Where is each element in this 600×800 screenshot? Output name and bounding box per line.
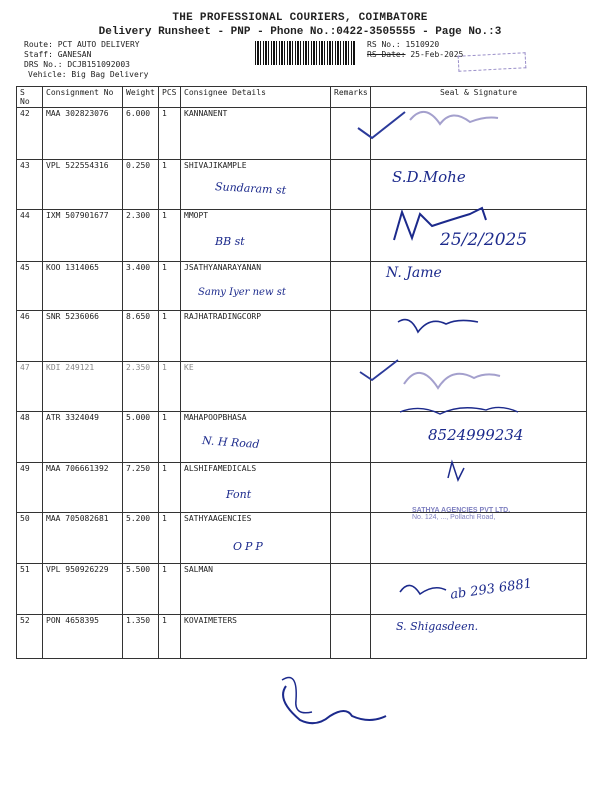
row-seal — [371, 615, 587, 659]
row-seal — [371, 412, 587, 463]
row-remarks — [331, 311, 371, 362]
hw-r51-sig: ab 293 6881 — [449, 576, 533, 603]
hw-r49-addr: Font — [226, 488, 252, 501]
row-consignment-no: MAA 302823076 — [43, 108, 123, 160]
row-consignee: MAHAPOOPBHASA — [181, 412, 331, 463]
row-sno: 48 — [17, 412, 43, 463]
row-pcs: 1 — [159, 412, 181, 463]
row-seal — [371, 463, 587, 513]
rs-no-text: RS No.: 1510920 — [367, 40, 440, 49]
hw-r45-sig: N. Jame — [386, 265, 442, 281]
stamp-line2: No. 124, ..., Pollachi Road, — [412, 514, 496, 521]
col-weight: Weight — [123, 87, 159, 108]
row-remarks — [331, 262, 371, 311]
row-sno: 43 — [17, 160, 43, 210]
row-sno: 49 — [17, 463, 43, 513]
row-consignment-no: VPL 522554316 — [43, 160, 123, 210]
row-seal — [371, 564, 587, 615]
row-weight: 5.500 — [123, 564, 159, 615]
row-sno: 51 — [17, 564, 43, 615]
row-remarks — [331, 210, 371, 262]
row-weight: 1.350 — [123, 615, 159, 659]
row-weight: 5.200 — [123, 513, 159, 564]
runsheet-subtitle: Delivery Runsheet - PNP - Phone No.:0422-3505555 - Page No.:3 — [98, 26, 502, 38]
table-row — [17, 108, 587, 160]
hw-r48-addr: N. H Road — [201, 434, 260, 451]
hw-r44-addr: BB st — [215, 235, 245, 248]
table-row — [17, 463, 587, 513]
row-consignee: SALMAN — [181, 564, 331, 615]
row-sno: 52 — [17, 615, 43, 659]
table-row — [17, 262, 587, 311]
row-sno: 46 — [17, 311, 43, 362]
row-consignee: KE — [181, 362, 331, 412]
row-pcs: 1 — [159, 108, 181, 160]
col-consignee: Consignee Details — [181, 87, 331, 108]
bottom-signature-loop — [282, 678, 312, 713]
rs-date-label: RS Date: — [367, 50, 406, 59]
row-sno: 45 — [17, 262, 43, 311]
row-consignee: JSATHYANARAYANAN — [181, 262, 331, 311]
table-header-row — [17, 87, 587, 108]
col-pcs: PCS — [159, 87, 181, 108]
row-seal — [371, 160, 587, 210]
row-weight: 0.250 — [123, 160, 159, 210]
table-row — [17, 160, 587, 210]
table-row — [17, 412, 587, 463]
row-seal — [371, 108, 587, 160]
col-seal: Seal & Signature — [371, 87, 587, 108]
row-consignment-no: KOO 1314065 — [43, 262, 123, 311]
date-stamp — [458, 52, 527, 72]
row-pcs: 1 — [159, 564, 181, 615]
runsheet-table — [16, 86, 587, 659]
row-sno: 47 — [17, 362, 43, 412]
row-weight: 3.400 — [123, 262, 159, 311]
row-weight: 8.650 — [123, 311, 159, 362]
col-remarks: Remarks — [331, 87, 371, 108]
row-consignment-no: ATR 3324049 — [43, 412, 123, 463]
rs-date-value: 25-Feb-2025 — [410, 50, 464, 59]
meta-right — [367, 40, 463, 60]
hw-r48-phone: 8524999234 — [428, 426, 524, 444]
company-title: THE PROFESSIONAL COURIERS, COIMBATORE — [172, 12, 428, 24]
row-remarks — [331, 108, 371, 160]
meta-left — [24, 40, 148, 80]
table-row — [17, 564, 587, 615]
hw-r44-date: 25/2/2025 — [440, 230, 528, 250]
hw-r43-sig: S.D.Mohe — [392, 168, 466, 186]
row-consignee: RAJHATRADINGCORP — [181, 311, 331, 362]
row-pcs: 1 — [159, 615, 181, 659]
row-remarks — [331, 463, 371, 513]
row-weight: 5.000 — [123, 412, 159, 463]
row-pcs: 1 — [159, 160, 181, 210]
row-pcs: 1 — [159, 362, 181, 412]
row-sno: 50 — [17, 513, 43, 564]
bottom-signature — [283, 686, 386, 723]
row-pcs: 1 — [159, 262, 181, 311]
row-consignee: KANNANENT — [181, 108, 331, 160]
table-row — [17, 311, 587, 362]
row-remarks — [331, 160, 371, 210]
row-pcs: 1 — [159, 210, 181, 262]
row-weight: 2.350 — [123, 362, 159, 412]
row-consignee: KOVAIMETERS — [181, 615, 331, 659]
row-consignment-no: KDI 249121 — [43, 362, 123, 412]
row-seal — [371, 362, 587, 412]
hw-r50-addr: OPP — [233, 540, 266, 553]
row-consignee: SHIVAJIKAMPLE — [181, 160, 331, 210]
row-seal — [371, 311, 587, 362]
stamp-line1: SATHYA AGENCIES PVT LTD. — [412, 507, 511, 514]
row-consignee: MMOPT — [181, 210, 331, 262]
row-consignee: SATHYAAGENCIES — [181, 513, 331, 564]
row-remarks — [331, 615, 371, 659]
route-text: Route: PCT AUTO DELIVERY — [24, 40, 140, 49]
row-pcs: 1 — [159, 513, 181, 564]
row-pcs: 1 — [159, 463, 181, 513]
row-weight: 7.250 — [123, 463, 159, 513]
company-stamp — [412, 507, 582, 547]
row-consignment-no: VPL 950926229 — [43, 564, 123, 615]
barcode-image — [255, 41, 355, 65]
row-sno: 44 — [17, 210, 43, 262]
row-sno: 42 — [17, 108, 43, 160]
row-consignment-no: MAA 706661392 — [43, 463, 123, 513]
row-consignee: ALSHIFAMEDICALS — [181, 463, 331, 513]
row-seal — [371, 262, 587, 311]
row-remarks — [331, 412, 371, 463]
hw-r52-sig: S. Shigasdeen. — [396, 620, 479, 633]
row-consignment-no: PON 4658395 — [43, 615, 123, 659]
row-weight: 6.000 — [123, 108, 159, 160]
drs-text: DRS No.: DCJB151092003 — [24, 60, 130, 69]
col-consignment: Consignment No — [43, 87, 123, 108]
vehicle-text: Vehicle: Big Bag Delivery — [28, 70, 149, 79]
rs-date-row — [367, 50, 463, 60]
row-consignment-no: MAA 705082681 — [43, 513, 123, 564]
row-pcs: 1 — [159, 311, 181, 362]
table-row — [17, 362, 587, 412]
row-weight: 2.300 — [123, 210, 159, 262]
row-remarks — [331, 513, 371, 564]
col-sno: S No — [17, 87, 43, 108]
row-consignment-no: IXM 507901677 — [43, 210, 123, 262]
table-row — [17, 615, 587, 659]
row-remarks — [331, 362, 371, 412]
hw-r43-addr: Sundaram st — [214, 180, 287, 197]
row-consignment-no: SNR 5236066 — [43, 311, 123, 362]
row-remarks — [331, 564, 371, 615]
table-row — [17, 210, 587, 262]
staff-text: Staff: GANESAN — [24, 50, 92, 59]
row-seal — [371, 210, 587, 262]
hw-r45-addr: Samy Iyer new st — [198, 287, 286, 298]
